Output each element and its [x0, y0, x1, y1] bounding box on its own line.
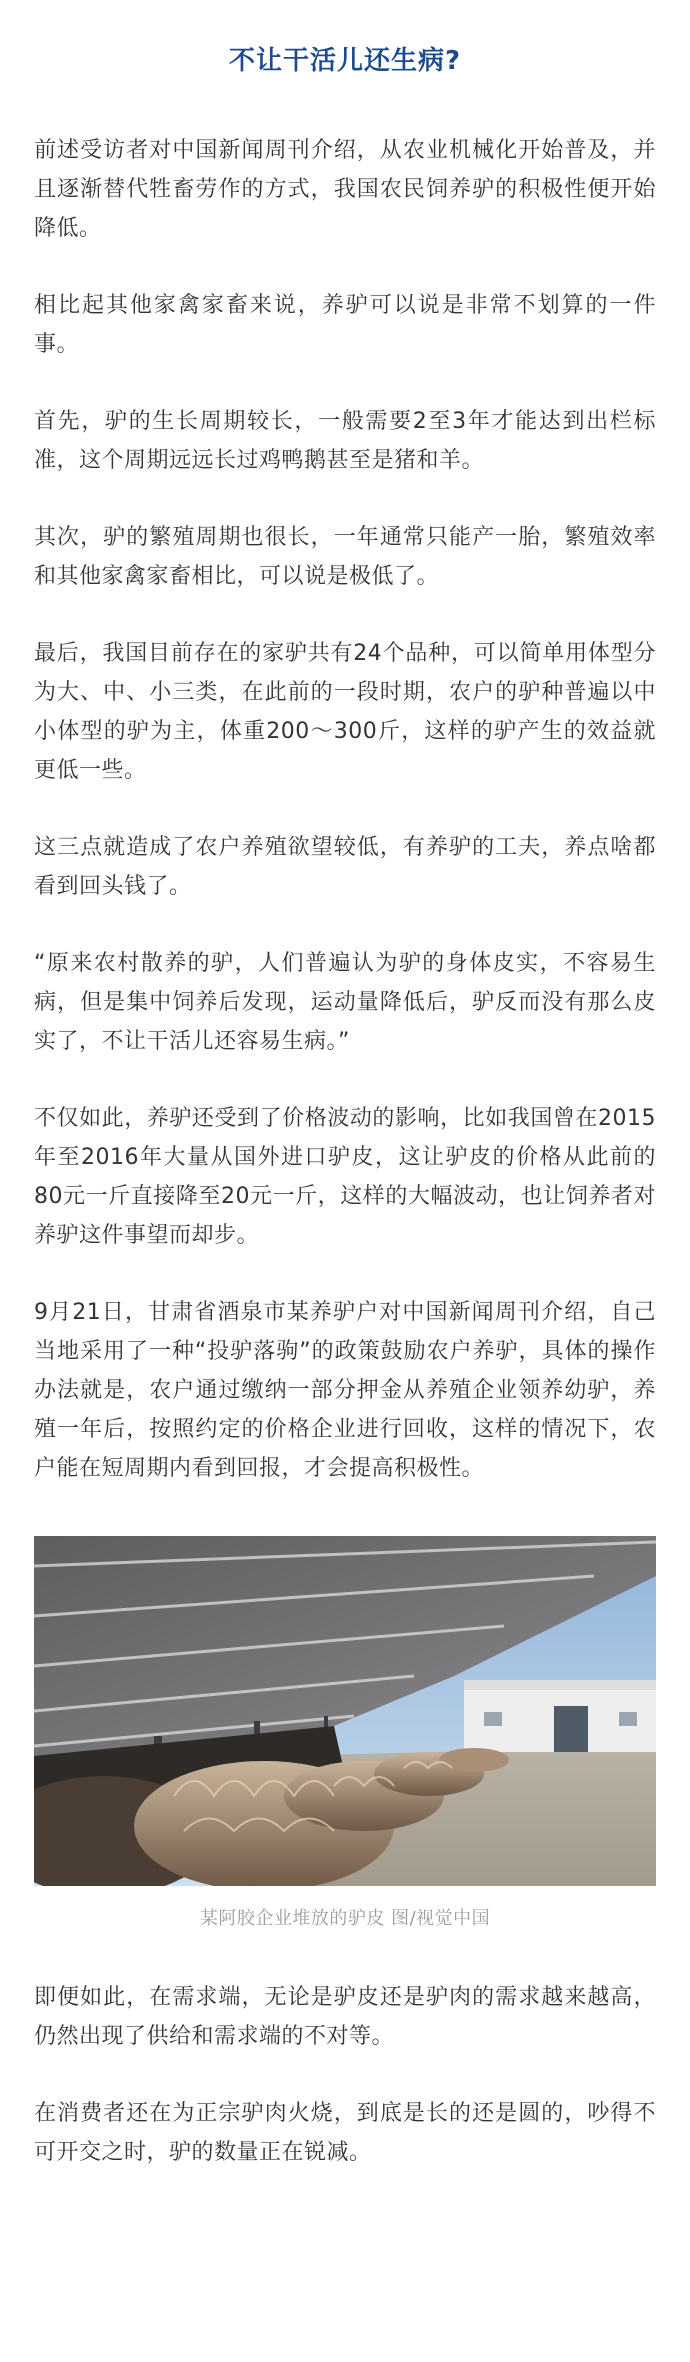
- section-title: 不让干活儿还生病?: [228, 46, 462, 76]
- paragraph-10: 即便如此，在需求端，无论是驴皮还是驴肉的需求越来越高，仍然出现了供给和需求端的不对等。: [34, 1985, 656, 2049]
- paragraph-1: 前述受访者对中国新闻周刊介绍，从农业机械化开始普及，并且逐渐替代牲畜劳作的方式，我国农民饲养驴的积极性便开始降低。: [34, 138, 656, 241]
- quote-paragraph: “原来农村散养的驴，人们普遍认为驴的身体皮实，不容易生病，但是集中饲养后发现，运动量降低后，驴反而没有那么皮实了，不让干活儿还容易生病。”: [34, 951, 656, 1054]
- photo-illustration: [34, 1536, 656, 1886]
- paragraph-6: 这三点就造成了农户养殖欲望较低，有养驴的工夫，养点啥都看到回头钱了。: [34, 835, 656, 899]
- paragraph-5: 最后，我国目前存在的家驴共有24个品种，可以简单用体型分为大、中、小三类，在此前的一段时期，农户的驴种普遍以中小体型的驴为主，体重200～300斤，这样的驴产生的效益就更低一些。: [34, 641, 656, 783]
- paragraph-8: 不仅如此，养驴还受到了价格波动的影响，比如我国曾在2015年至2016年大量从国外进口驴皮，这让驴皮的价格从此前的80元一斤直接降至20元一斤，这样的大幅波动，也让饲养者对养驴这件事望而却步。: [34, 1106, 656, 1248]
- paragraph-2: 相比起其他家禽家畜来说，养驴可以说是非常不划算的一件事。: [34, 293, 656, 357]
- paragraph-3: 首先，驴的生长周期较长，一般需要2至3年才能达到出栏标准，这个周期远远长过鸡鸭鹅甚至是猪和羊。: [34, 409, 656, 473]
- paragraph-11: 在消费者还在为正宗驴肉火烧，到底是长的还是圆的，吵得不可开交之时，驴的数量正在锐减。: [34, 2101, 656, 2165]
- donkey-hides-photo[interactable]: [34, 1536, 656, 1886]
- paragraph-4: 其次，驴的繁殖周期也很长，一年通常只能产一胎，繁殖效率和其他家禽家畜相比，可以说是极低了。: [34, 525, 656, 589]
- photo-caption: 某阿胶企业堆放的驴皮 图/视觉中国: [199, 1908, 491, 1929]
- article-figure: [34, 1536, 656, 1930]
- paragraph-9: 9月21日，甘肃省酒泉市某养驴户对中国新闻周刊介绍，自己当地采用了一种“投驴落驹”的政策鼓励农户养驴，具体的操作办法就是，农户通过缴纳一部分押金从养殖企业领养幼驴，养殖一年后，按照约定的价格企业进行回收，这样的情况下，农户能在短周期内看到回报，才会提高积极性。: [34, 1300, 656, 1481]
